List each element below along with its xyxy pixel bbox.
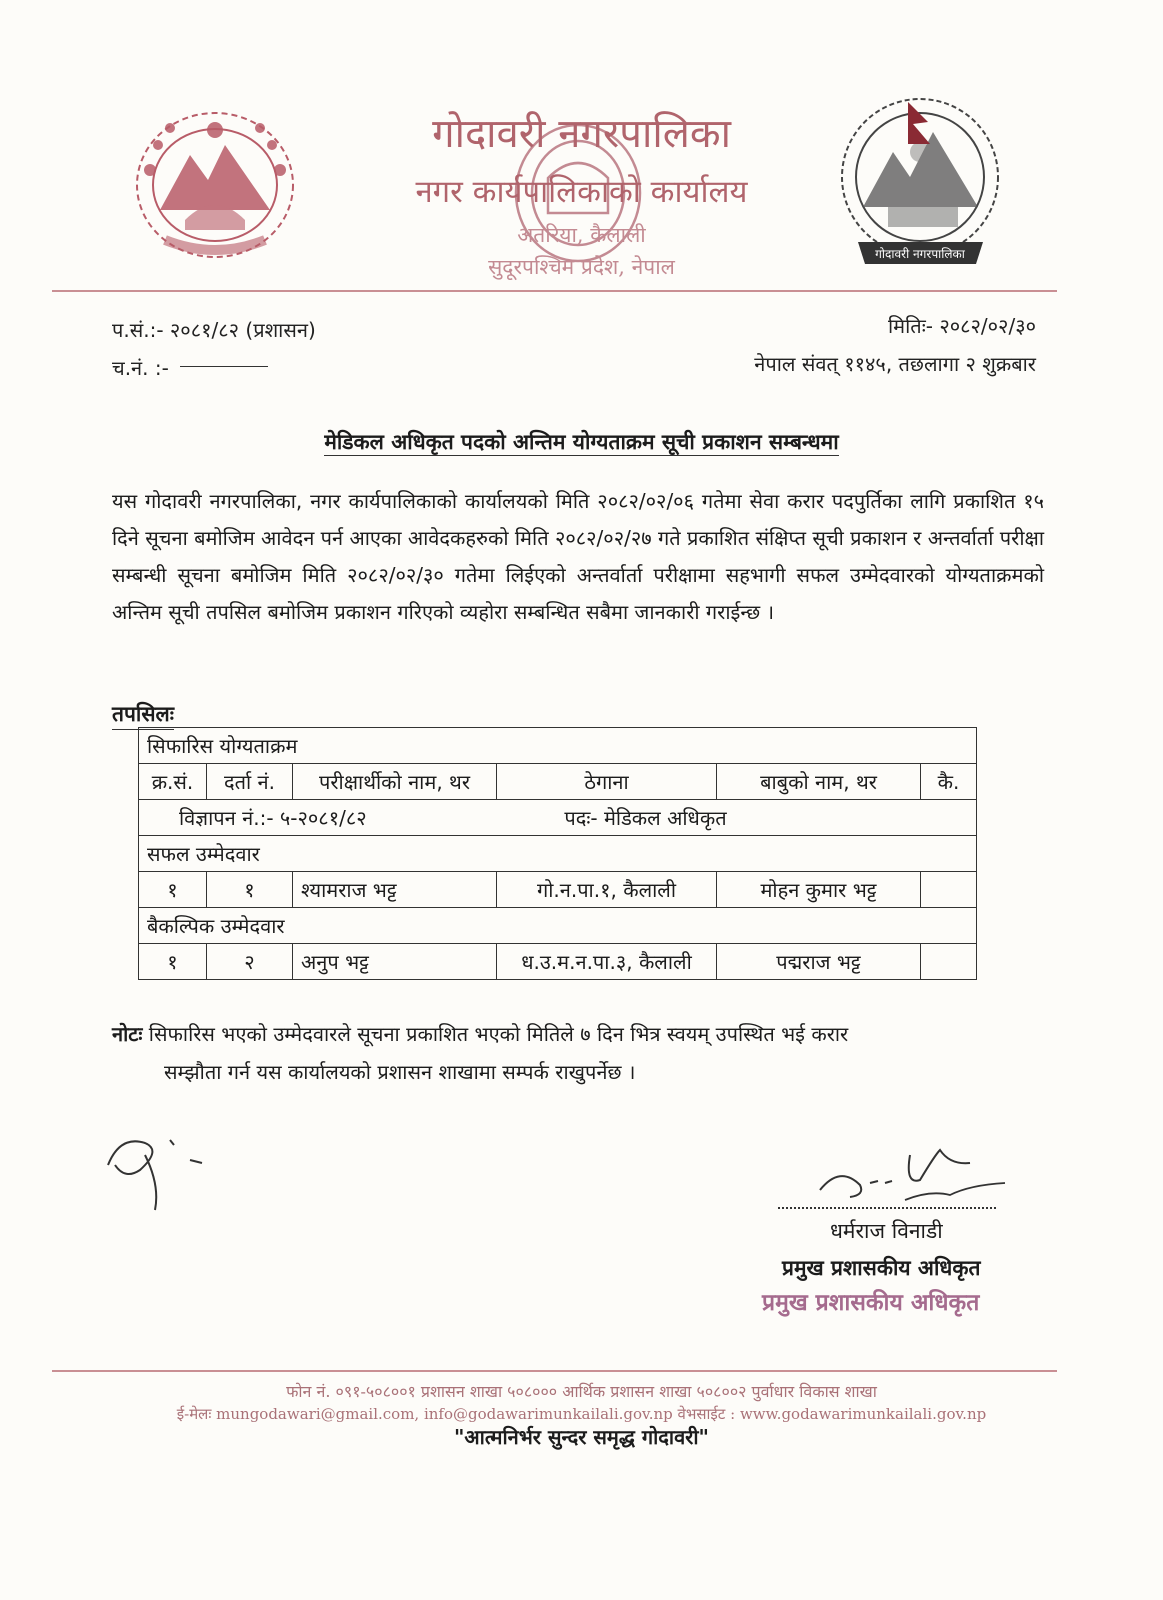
office-title: गोदावरी नगरपालिका: [432, 111, 731, 157]
row-registration: १: [207, 872, 293, 908]
note-line-2: सम्झौता गर्न यस कार्यालयको प्रशासन शाखामा सम्पर्क राखुपर्नेछ ।: [164, 1060, 636, 1084]
col-address: ठेगाना: [497, 764, 717, 800]
designation-stamp: प्रमुख प्रशासकीय अधिकृत: [762, 1289, 980, 1316]
signature-line: [778, 1207, 996, 1209]
col-remarks: कै.: [921, 764, 977, 800]
row-father-name: मोहन कुमार भट्ट: [717, 872, 921, 908]
row-serial: १: [139, 872, 207, 908]
col-candidate-name: परीक्षार्थीको नाम, थर: [293, 764, 497, 800]
col-serial: क्र.सं.: [139, 764, 207, 800]
merit-list-table: [138, 727, 977, 980]
row-candidate-name: श्यामराज भट्ट: [293, 872, 497, 908]
dispatch-number: च.नं. :-: [112, 356, 169, 380]
footer-divider: [52, 1370, 1057, 1372]
note-line-1: सिफारिस भएको उम्मेदवारले सूचना प्रकाशित भएको मितिले ७ दिन भित्र स्वयम् उपस्थित भई करार: [148, 1022, 849, 1046]
seal-line-2: सुदूरपश्चिम प्रदेश, नेपाल: [488, 255, 675, 279]
header-divider: [52, 290, 1057, 292]
signatory-name: धर्मराज विनाडी: [830, 1219, 943, 1243]
letter-body: यस गोदावरी नगरपालिका, नगर कार्यपालिकाको कार्यालयको मिति २०८२/०२/०६ गतेमा सेवा करार पदपुर्तिका लागि प्रकाशित १५ दिने सूचना बमोजिम आवेदन पर्न आएका आवेदकहरुको मिति २०८२/०२/२७ गते प्रकाशित संक्षिप्त सूची प्रकाशन र अन्तर्वार्ता परीक्षा सम्बन्धी सूचना बमोजिम मिति २०८२/०२/३० गतेमा लिईएको अन्तर्वार्ता परीक्षामा सहभागी सफल उम्मेदवारको योग्यताक्रमको अन्तिम सूची तपसिल बमोजिम प्रकाशन गरिएको व्यहोरा सम्बन्धित सबैमा जानकारी गराईन्छ ।: [112, 489, 1045, 624]
row-address: गो.न.पा.१, कैलाली: [497, 872, 717, 908]
signatory-designation: प्रमुख प्रशासकीय अधिकृत: [782, 1256, 981, 1280]
row-serial: १: [139, 944, 207, 980]
row-candidate-name: अनुप भट्ट: [293, 944, 497, 980]
row-father-name: पद्मराज भट्ट: [717, 944, 921, 980]
signature-icon: [810, 1135, 1020, 1215]
col-registration: दर्ता नं.: [207, 764, 293, 800]
nepal-sambat-date: नेपाल संवत् ११४५, तछलागा २ शुक्रबार: [754, 352, 1036, 376]
right-emblem-label: गोदावरी नगरपालिका: [875, 247, 965, 261]
table-caption: सिफारिस योग्यताक्रम: [139, 728, 977, 764]
table-row: [139, 872, 977, 908]
footer-phones: फोन नं. ०९१-५०८००१ प्रशासन शाखा ५०८००० आर्थिक प्रशासन शाखा ५०८००२ पुर्वाधार विकास शाखा: [286, 1382, 877, 1401]
advert-number: विज्ञापन नं.:- ५-२०८१/८२: [179, 806, 367, 830]
note-label: नोटः: [112, 1022, 143, 1046]
tapsil-label: तपसिलः: [112, 700, 174, 730]
table-header-row: [139, 764, 977, 800]
post-name: पदः- मेडिकल अधिकृत: [564, 806, 727, 830]
advert-row: [139, 800, 977, 836]
letter-subject: मेडिकल अधिकृत पदको अन्तिम योग्यताक्रम सूची प्रकाशन सम्बन्धमा: [324, 430, 839, 454]
seal-line-1: अतरिया, कैलाली: [517, 223, 646, 247]
row-remarks: [921, 944, 977, 980]
col-father-name: बाबुको नाम, थर: [717, 764, 921, 800]
footer-contact: ई-मेलः mungodawari@gmail.com, info@godawarimunkailali.gov.np वेभसाईट : www.godawarimunkailali.gov.np: [176, 1405, 987, 1423]
note-block: [112, 1015, 1050, 1091]
dispatch-blank-line: [180, 366, 268, 367]
row-remarks: [921, 872, 977, 908]
successful-label: सफल उम्मेदवार: [139, 836, 977, 872]
footer-motto: "आत्मनिर्भर सुन्दर समृद्ध गोदावरी": [454, 1425, 709, 1449]
alternate-label: बैकल्पिक उम्मेदवार: [139, 908, 977, 944]
initial-mark-icon: [100, 1125, 220, 1215]
letter-date: मितिः- २०८२/०२/३०: [887, 314, 1036, 338]
office-subtitle: नगर कार्यपालिकाको कार्यालय: [415, 174, 748, 210]
table-row: [139, 944, 977, 980]
letter-number: प.सं.:- २०८१/८२ (प्रशासन): [112, 318, 316, 342]
row-registration: २: [207, 944, 293, 980]
row-address: ध.उ.म.न.पा.३, कैलाली: [497, 944, 717, 980]
